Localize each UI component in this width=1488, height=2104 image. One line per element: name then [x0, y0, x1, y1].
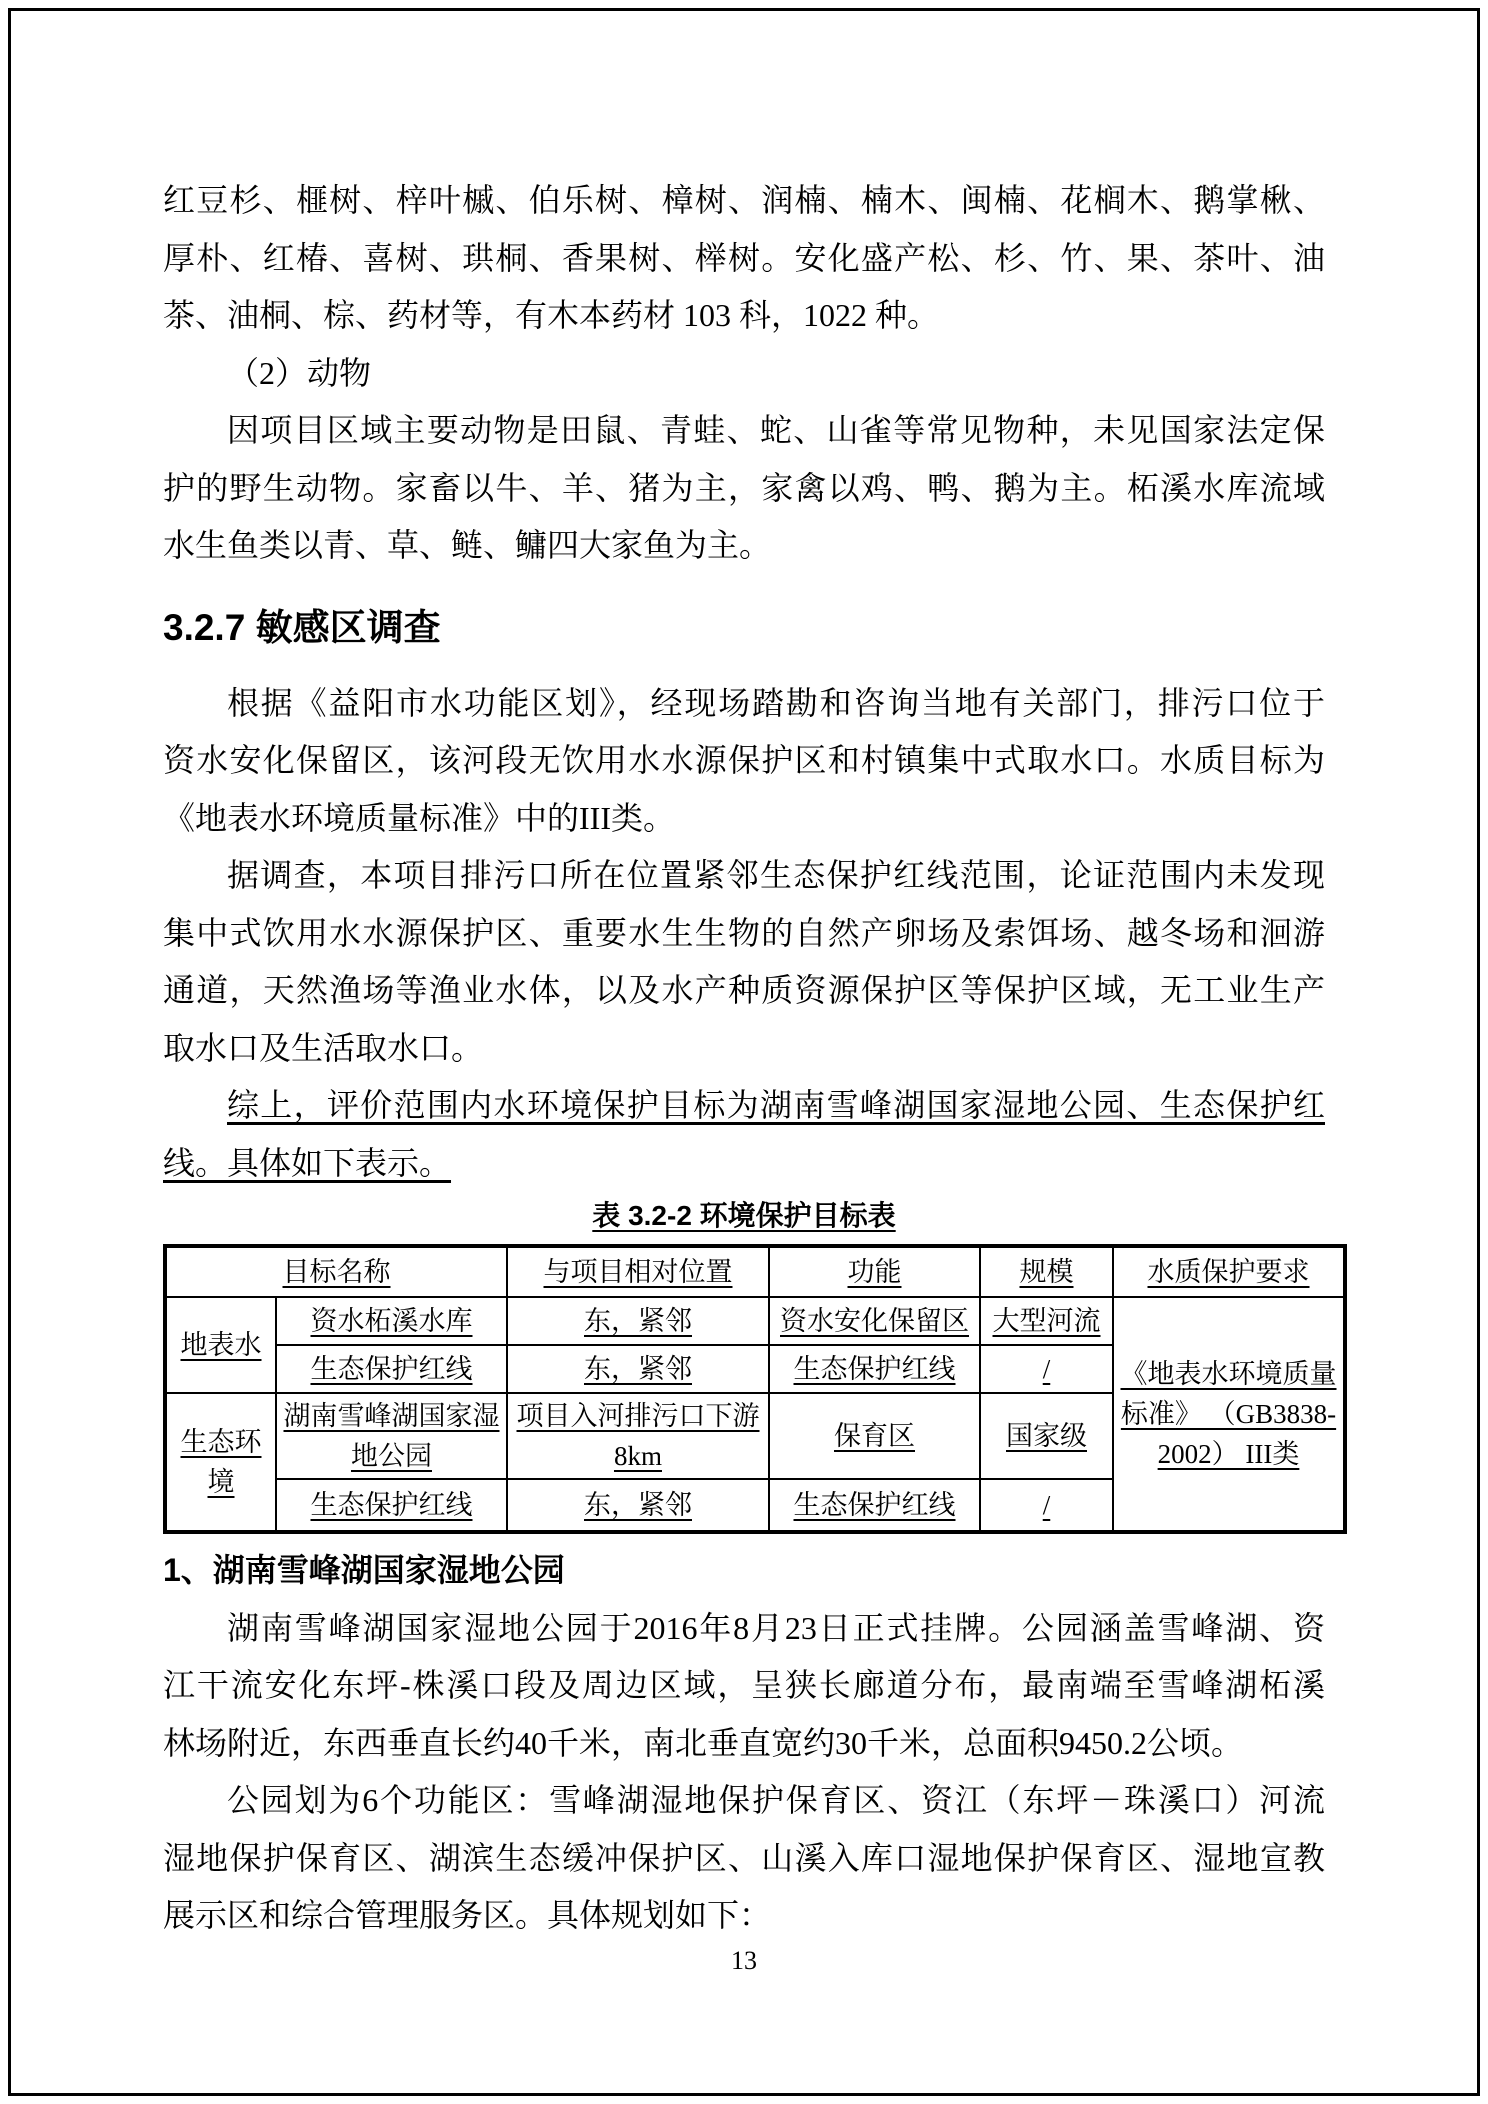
- paragraph-line: 据调查，本项目排污口所在位置紧邻生态保护红线范围，论证范围内未发现: [227, 857, 1325, 893]
- park-paragraph: [163, 1600, 1325, 1773]
- paragraph-line: 厚朴、红椿、喜树、珙桐、香果树、榉树。安化盛产松、杉、竹、果、茶叶、油: [163, 239, 1325, 276]
- animals-label: （2）动物: [227, 354, 372, 391]
- header-scale: 规模: [980, 1246, 1113, 1297]
- environmental-protection-targets-table: [163, 1244, 1347, 1534]
- cell-target-name: 资水柘溪水库: [276, 1297, 507, 1345]
- paragraph-line-underlined: 线。具体如下表示。: [163, 1144, 452, 1181]
- paragraph-line: 展示区和综合管理服务区。具体规划如下：: [163, 1897, 772, 1933]
- paragraph-line: 集中式饮用水水源保护区、重要水生生物的自然产卵场及索饵场、越冬场和洄游: [163, 914, 1325, 951]
- paragraph-line: 通道，天然渔场等渔业水体，以及水产种质资源保护区等保护区域，无工业生产: [163, 972, 1325, 1008]
- document-page-content: [163, 0, 1337, 1945]
- page-number: 13: [731, 1946, 757, 1975]
- cell-position: 东，紧邻: [507, 1345, 769, 1393]
- category-surface-water: 地表水: [165, 1297, 276, 1393]
- paragraph-line: 根据《益阳市水功能区划》，经现场踏勘和咨询当地有关部门，排污口位于: [227, 684, 1325, 721]
- cell-position: 东，紧邻: [507, 1297, 769, 1345]
- category-ecological-environment: 生态环境: [165, 1393, 276, 1532]
- paragraph-line: 资水安化保留区，该河段无饮用水水源保护区和村镇集中式取水口。水质目标为: [163, 742, 1325, 778]
- cell-water-quality-requirement: 《地表水环境质量标准》 （GB3838-2002） III类: [1113, 1297, 1345, 1532]
- cell-target-name: 湖南雪峰湖国家湿地公园: [276, 1393, 507, 1479]
- paragraph-line-underlined: 综上，评价范围内水环境保护目标为湖南雪峰湖国家湿地公园、生态保护红: [227, 1087, 1325, 1123]
- cell-scale: /: [980, 1345, 1113, 1393]
- paragraph-line: 取水口及生活取水口。: [163, 1029, 484, 1066]
- cell-function: 资水安化保留区: [769, 1297, 980, 1345]
- section-heading-327: 3.2.7 敏感区调查: [163, 606, 441, 648]
- paragraph-line: 公园划为6个功能区：雪峰湖湿地保护保育区、资江（东坪－珠溪口）河流: [227, 1782, 1325, 1818]
- paragraph-line: 护的野生动物。家畜以牛、羊、猪为主，家禽以鸡、鸭、鹅为主。柘溪水库流域: [163, 469, 1325, 506]
- conclusion-paragraph: [163, 1077, 1325, 1192]
- header-water-quality: 水质保护要求: [1113, 1246, 1345, 1297]
- zones-paragraph: [163, 1772, 1325, 1945]
- paragraph-line: 江干流安化东坪-株溪口段及周边区域，呈狭长廊道分布，最南端至雪峰湖柘溪: [163, 1667, 1325, 1703]
- cell-scale: /: [980, 1479, 1113, 1532]
- cell-position: 东，紧邻: [507, 1479, 769, 1532]
- water-function-paragraph: [163, 675, 1325, 848]
- table-row: [165, 1297, 1345, 1345]
- subsection-heading-1: 1、湖南雪峰湖国家湿地公园: [163, 1552, 565, 1588]
- paragraph-line: 水生鱼类以青、草、鲢、鳙四大家鱼为主。: [163, 527, 772, 563]
- paragraph-line: 因项目区域主要动物是田鼠、青蛙、蛇、山雀等常见物种，未见国家法定保: [227, 412, 1325, 448]
- cell-scale: 国家级: [980, 1393, 1113, 1479]
- paragraph-line: 湖南雪峰湖国家湿地公园于2016年8月23日正式挂牌。公园涵盖雪峰湖、资: [227, 1609, 1325, 1646]
- animals-paragraph: [163, 402, 1325, 575]
- cell-target-name: 生态保护红线: [276, 1345, 507, 1393]
- cell-position: 项目入河排污口下游8km: [507, 1393, 769, 1479]
- table-caption: 表 3.2-2 环境保护目标表: [592, 1200, 896, 1231]
- paragraph-line: 红豆杉、榧树、梓叶槭、伯乐树、樟树、润楠、楠木、闽楠、花榈木、鹅掌楸、: [163, 182, 1325, 218]
- cell-scale: 大型河流: [980, 1297, 1113, 1345]
- paragraph-line: 林场附近，东西垂直长约40千米，南北垂直宽约30千米，总面积9450.2公顷。: [163, 1724, 1244, 1761]
- paragraph-line: 湿地保护保育区、湖滨生态缓冲保护区、山溪入库口湿地保护保育区、湿地宣教: [163, 1839, 1325, 1876]
- survey-paragraph: [163, 847, 1325, 1077]
- flora-paragraph: [163, 172, 1325, 345]
- header-relative-position: 与项目相对位置: [507, 1246, 769, 1297]
- header-target-name: 目标名称: [165, 1246, 507, 1297]
- cell-function: 保育区: [769, 1393, 980, 1479]
- table-header-row: [165, 1246, 1345, 1297]
- header-function: 功能: [769, 1246, 980, 1297]
- cell-function: 生态保护红线: [769, 1345, 980, 1393]
- paragraph-line: 《地表水环境质量标准》中的III类。: [163, 799, 675, 836]
- cell-target-name: 生态保护红线: [276, 1479, 507, 1532]
- cell-function: 生态保护红线: [769, 1479, 980, 1532]
- paragraph-line: 茶、油桐、棕、药材等，有木本药材 103 科，1022 种。: [163, 297, 940, 333]
